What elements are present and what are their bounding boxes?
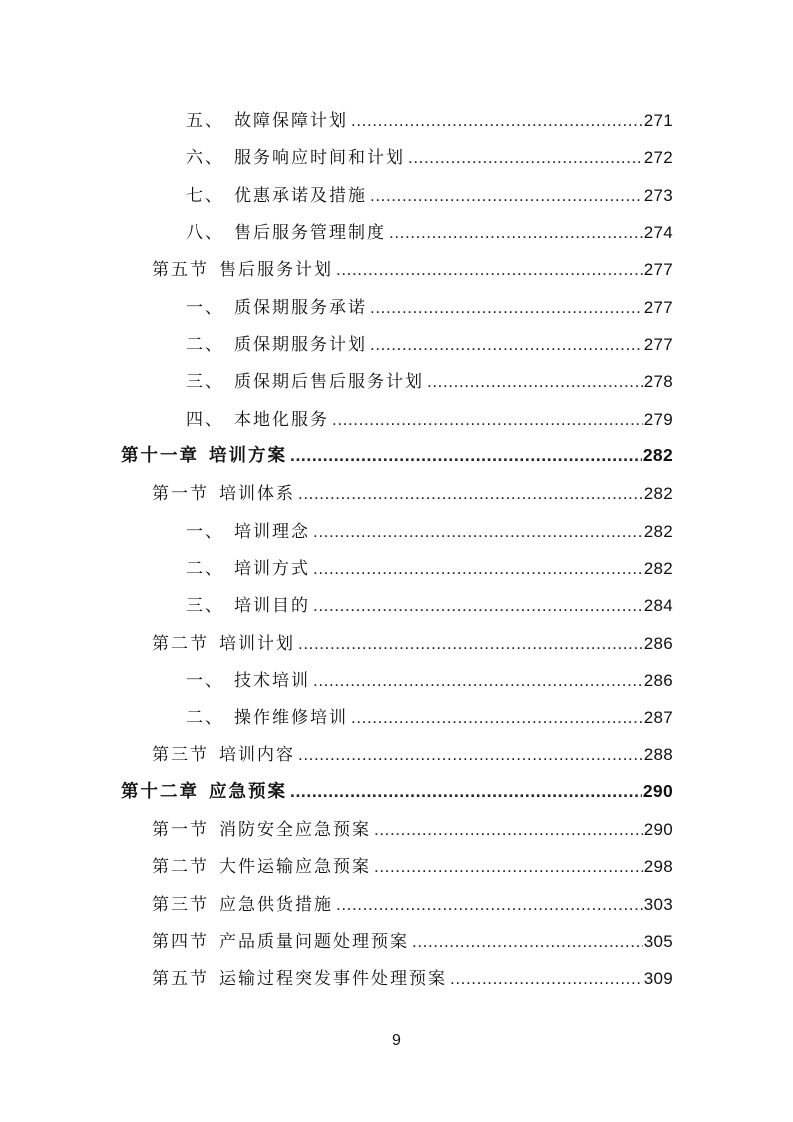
toc-entry-number: 一、 <box>186 521 224 542</box>
toc-entry-page: 309 <box>643 969 673 989</box>
toc-entry[interactable] <box>0 734 793 771</box>
toc-entry[interactable] <box>0 100 793 137</box>
toc-entry-line <box>186 591 673 616</box>
toc-entry-page: 290 <box>642 780 673 801</box>
toc-entry-page: 282 <box>643 521 673 541</box>
toc-entry-line <box>152 629 673 654</box>
toc-entry-title: 培训体系 <box>219 484 295 505</box>
toc-dot-leader <box>313 522 643 542</box>
toc-entry-number: 第一节 <box>152 820 209 841</box>
toc-dot-leader <box>290 445 642 466</box>
toc-dot-leader <box>336 260 643 280</box>
toc-entry-title: 本地化服务 <box>234 409 329 430</box>
toc-entry-number: 七、 <box>186 185 224 206</box>
toc-dot-leader <box>336 895 643 915</box>
toc-entry-line <box>186 143 673 168</box>
toc-entry-line <box>186 405 673 430</box>
toc-entry[interactable] <box>0 249 793 286</box>
toc-entry-page: 274 <box>643 223 673 243</box>
toc-dot-leader <box>370 335 643 355</box>
toc-entry-title: 产品质量问题处理预案 <box>219 932 409 953</box>
toc-entry-title: 应急预案 <box>209 781 287 802</box>
toc-entry-number: 第二节 <box>152 857 209 878</box>
toc-entry-number: 第五节 <box>152 969 209 990</box>
toc-entry-page: 277 <box>643 335 673 355</box>
toc-entry-title: 优惠承诺及措施 <box>234 185 367 206</box>
toc-entry[interactable] <box>0 622 793 659</box>
toc-dot-leader <box>374 820 643 840</box>
toc-entry-page: 272 <box>643 148 673 168</box>
toc-entry-page: 288 <box>643 745 673 765</box>
toc-entry-number: 三、 <box>186 596 224 617</box>
toc-dot-leader <box>450 969 643 989</box>
toc-dot-leader <box>370 298 643 318</box>
toc-entry-title: 故障保障计划 <box>234 111 348 132</box>
toc-entry[interactable] <box>0 361 793 398</box>
toc-entry-title: 质保期服务承诺 <box>234 297 367 318</box>
toc-entry-title: 消防安全应急预案 <box>219 820 371 841</box>
toc-entry[interactable] <box>0 846 793 883</box>
toc-entry-line <box>152 890 673 915</box>
toc-entry-number: 第三节 <box>152 745 209 766</box>
toc-entry-page: 282 <box>642 444 673 465</box>
toc-entry-line <box>152 479 673 504</box>
toc-entry[interactable] <box>0 510 793 547</box>
toc-entry-page: 282 <box>643 484 673 504</box>
toc-entry-number: 第五节 <box>152 260 209 281</box>
toc-entry-number: 八、 <box>186 223 224 244</box>
toc-entry-number: 第四节 <box>152 932 209 953</box>
toc-entry[interactable] <box>0 772 793 809</box>
toc-entry-line <box>152 255 673 280</box>
toc-entry[interactable] <box>0 660 793 697</box>
toc-entry-line <box>121 778 673 803</box>
toc-entry-line <box>186 330 673 355</box>
toc-entry-page: 298 <box>643 857 673 877</box>
toc-entry[interactable] <box>0 436 793 473</box>
toc-dot-leader <box>351 708 643 728</box>
toc-entry-title: 技术培训 <box>234 670 310 691</box>
toc-entry-line <box>121 442 673 467</box>
toc-entry-title: 操作维修培训 <box>234 708 348 729</box>
toc-entry-line <box>186 517 673 542</box>
toc-entry-page: 287 <box>643 708 673 728</box>
toc-dot-leader <box>313 671 643 691</box>
toc-entry-title: 培训方案 <box>209 445 287 466</box>
toc-entry-number: 第三节 <box>152 894 209 915</box>
toc-entry-line <box>186 666 673 691</box>
toc-entry-number: 五、 <box>186 111 224 132</box>
toc-dot-leader <box>290 781 642 802</box>
toc-entry[interactable] <box>0 958 793 995</box>
toc-entry[interactable] <box>0 921 793 958</box>
toc-entry-title: 培训理念 <box>234 521 310 542</box>
toc-dot-leader <box>389 223 643 243</box>
table-of-contents <box>0 100 793 996</box>
toc-entry-line <box>186 554 673 579</box>
toc-dot-leader <box>427 372 643 392</box>
toc-dot-leader <box>412 932 643 952</box>
toc-entry-page: 277 <box>643 297 673 317</box>
toc-entry-title: 售后服务管理制度 <box>234 223 386 244</box>
toc-dot-leader <box>408 148 643 168</box>
toc-entry-number: 二、 <box>186 335 224 356</box>
toc-entry-page: 282 <box>643 558 673 578</box>
toc-dot-leader <box>298 634 643 654</box>
toc-entry-number: 二、 <box>186 558 224 579</box>
toc-dot-leader <box>374 857 643 877</box>
toc-entry-page: 271 <box>643 111 673 131</box>
toc-dot-leader <box>313 596 643 616</box>
toc-entry[interactable] <box>0 473 793 510</box>
toc-entry-page: 286 <box>643 633 673 653</box>
toc-entry-line <box>186 218 673 243</box>
toc-entry-number: 第十二章 <box>121 781 199 802</box>
toc-entry-number: 四、 <box>186 409 224 430</box>
toc-entry-number: 六、 <box>186 148 224 169</box>
toc-entry-line <box>152 815 673 840</box>
toc-entry-title: 大件运输应急预案 <box>219 857 371 878</box>
page-number: 9 <box>392 1032 401 1049</box>
toc-dot-leader <box>351 111 643 131</box>
toc-entry-page: 273 <box>643 185 673 205</box>
toc-entry-title: 培训内容 <box>219 745 295 766</box>
toc-entry-number: 一、 <box>186 297 224 318</box>
toc-entry-number: 二、 <box>186 708 224 729</box>
toc-entry-page: 290 <box>643 820 673 840</box>
toc-entry-line <box>186 703 673 728</box>
toc-entry-title: 培训目的 <box>234 596 310 617</box>
toc-entry-title: 质保期后售后服务计划 <box>234 372 424 393</box>
toc-entry[interactable] <box>0 175 793 212</box>
toc-entry-line <box>152 964 673 989</box>
toc-entry-page: 303 <box>643 894 673 914</box>
toc-dot-leader <box>298 484 643 504</box>
toc-dot-leader <box>332 410 643 430</box>
toc-entry-number: 第二节 <box>152 633 209 654</box>
toc-entry-line <box>152 852 673 877</box>
toc-entry-page: 279 <box>643 409 673 429</box>
toc-entry-line <box>186 181 673 206</box>
toc-entry[interactable] <box>0 809 793 846</box>
toc-entry-number: 第一节 <box>152 484 209 505</box>
toc-entry-page: 305 <box>643 932 673 952</box>
toc-entry-line <box>186 367 673 392</box>
toc-entry-number: 三、 <box>186 372 224 393</box>
toc-entry-title: 应急供货措施 <box>219 894 333 915</box>
toc-entry[interactable] <box>0 287 793 324</box>
toc-entry-title: 培训方式 <box>234 558 310 579</box>
toc-entry-page: 286 <box>643 670 673 690</box>
toc-entry[interactable] <box>0 324 793 361</box>
toc-entry[interactable] <box>0 884 793 921</box>
toc-entry-number: 一、 <box>186 670 224 691</box>
toc-entry-line <box>186 293 673 318</box>
toc-entry-line <box>152 927 673 952</box>
toc-entry-title: 质保期服务计划 <box>234 335 367 356</box>
toc-entry[interactable] <box>0 137 793 174</box>
toc-entry-line <box>186 106 673 131</box>
toc-entry-page: 277 <box>643 260 673 280</box>
toc-entry[interactable] <box>0 697 793 734</box>
toc-entry[interactable] <box>0 548 793 585</box>
toc-entry-title: 培训计划 <box>219 633 295 654</box>
toc-entry-title: 售后服务计划 <box>219 260 333 281</box>
toc-dot-leader <box>313 559 643 579</box>
toc-entry-page: 284 <box>643 596 673 616</box>
toc-entry[interactable] <box>0 212 793 249</box>
toc-entry-title: 服务响应时间和计划 <box>234 148 405 169</box>
toc-entry-number: 第十一章 <box>121 445 199 466</box>
toc-entry[interactable] <box>0 585 793 622</box>
toc-dot-leader <box>298 745 643 765</box>
toc-entry[interactable] <box>0 399 793 436</box>
toc-entry-line <box>152 740 673 765</box>
toc-entry-page: 278 <box>643 372 673 392</box>
toc-dot-leader <box>370 186 643 206</box>
toc-entry-title: 运输过程突发事件处理预案 <box>219 969 447 990</box>
